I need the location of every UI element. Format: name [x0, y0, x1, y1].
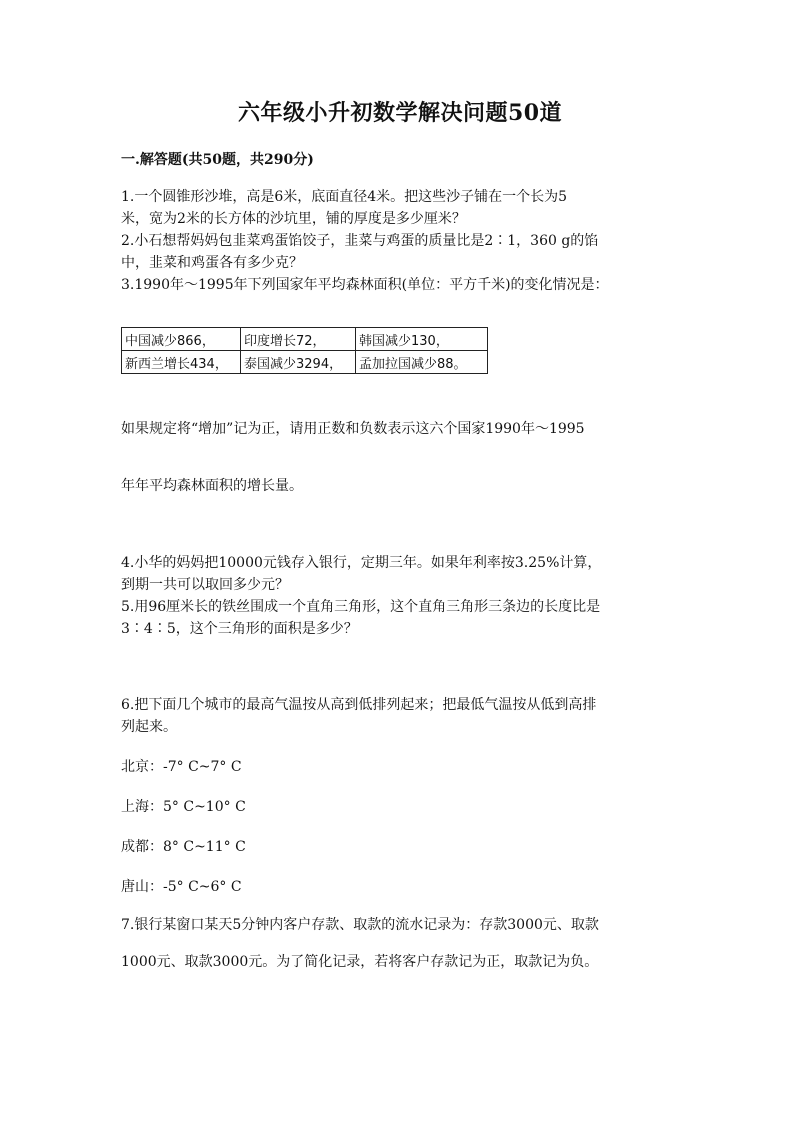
- question-6-line-1: 6.把下面几个城市的最高气温按从高到低排列起来；把最低气温按从低到高排: [121, 697, 597, 713]
- table-cell: 中国减少866，: [122, 328, 241, 351]
- question-2-line-1: 2.小石想帮妈妈包韭菜鸡蛋馅饺子，韭菜与鸡蛋的质量比是2∶1，360 g的馅: [121, 233, 599, 249]
- question-3-line-3: 年年平均森林面积的增长量。: [121, 478, 303, 494]
- question-5-line-1: 5.用96厘米长的铁丝围成一个直角三角形，这个直角三角形三条边的长度比是: [121, 599, 601, 615]
- forest-area-table: [121, 327, 488, 374]
- question-3-line-2: 如果规定将“增加”记为正，请用正数和负数表示这六个国家1990年～1995: [121, 421, 585, 437]
- city-temperature-tangshan: 唐山：-5° C~6° C: [121, 879, 242, 895]
- table-cell: 韩国减少130，: [356, 328, 488, 351]
- question-6-line-2: 列起来。: [121, 719, 177, 735]
- section-heading: 一.解答题(共50题，共290分): [121, 152, 314, 168]
- table-row: [122, 328, 488, 351]
- question-2-line-2: 中，韭菜和鸡蛋各有多少克？: [121, 255, 303, 271]
- question-7-line-2: 1000元、取款3000元。为了简化记录，若将客户存款记为正，取款记为负。: [121, 954, 599, 970]
- table-cell: 孟加拉国减少88。: [356, 351, 488, 374]
- question-4-line-1: 4.小华的妈妈把10000元钱存入银行，定期三年。如果年利率按3.25%计算，: [121, 555, 602, 571]
- table-row: [122, 351, 488, 374]
- question-1-line-2: 米，宽为2米的长方体的沙坑里，铺的厚度是多少厘米？: [121, 211, 466, 227]
- question-3-line-1: 3.1990年～1995年下列国家年平均森林面积(单位：平方千米)的变化情况是：: [121, 277, 609, 293]
- city-temperature-shanghai: 上海：5° C~10° C: [121, 799, 246, 815]
- question-1-line-1: 1.一个圆锥形沙堆，高是6米，底面直径4米。把这些沙子铺在一个长为5: [121, 189, 568, 205]
- city-temperature-beijing: 北京：-7° C~7° C: [121, 759, 242, 775]
- table-cell: 印度增长72，: [241, 328, 356, 351]
- table-cell: 泰国减少3294，: [241, 351, 356, 374]
- question-4-line-2: 到期一共可以取回多少元？: [121, 577, 289, 593]
- page-title: 六年级小升初数学解决问题50道: [237, 100, 563, 126]
- table-cell: 新西兰增长434，: [122, 351, 241, 374]
- city-temperature-chengdu: 成都：8° C~11° C: [121, 839, 246, 855]
- question-5-line-2: 3∶4∶5，这个三角形的面积是多少？: [121, 621, 358, 637]
- question-7-line-1: 7.银行某窗口某天5分钟内客户存款、取款的流水记录为：存款3000元、取款: [121, 917, 599, 933]
